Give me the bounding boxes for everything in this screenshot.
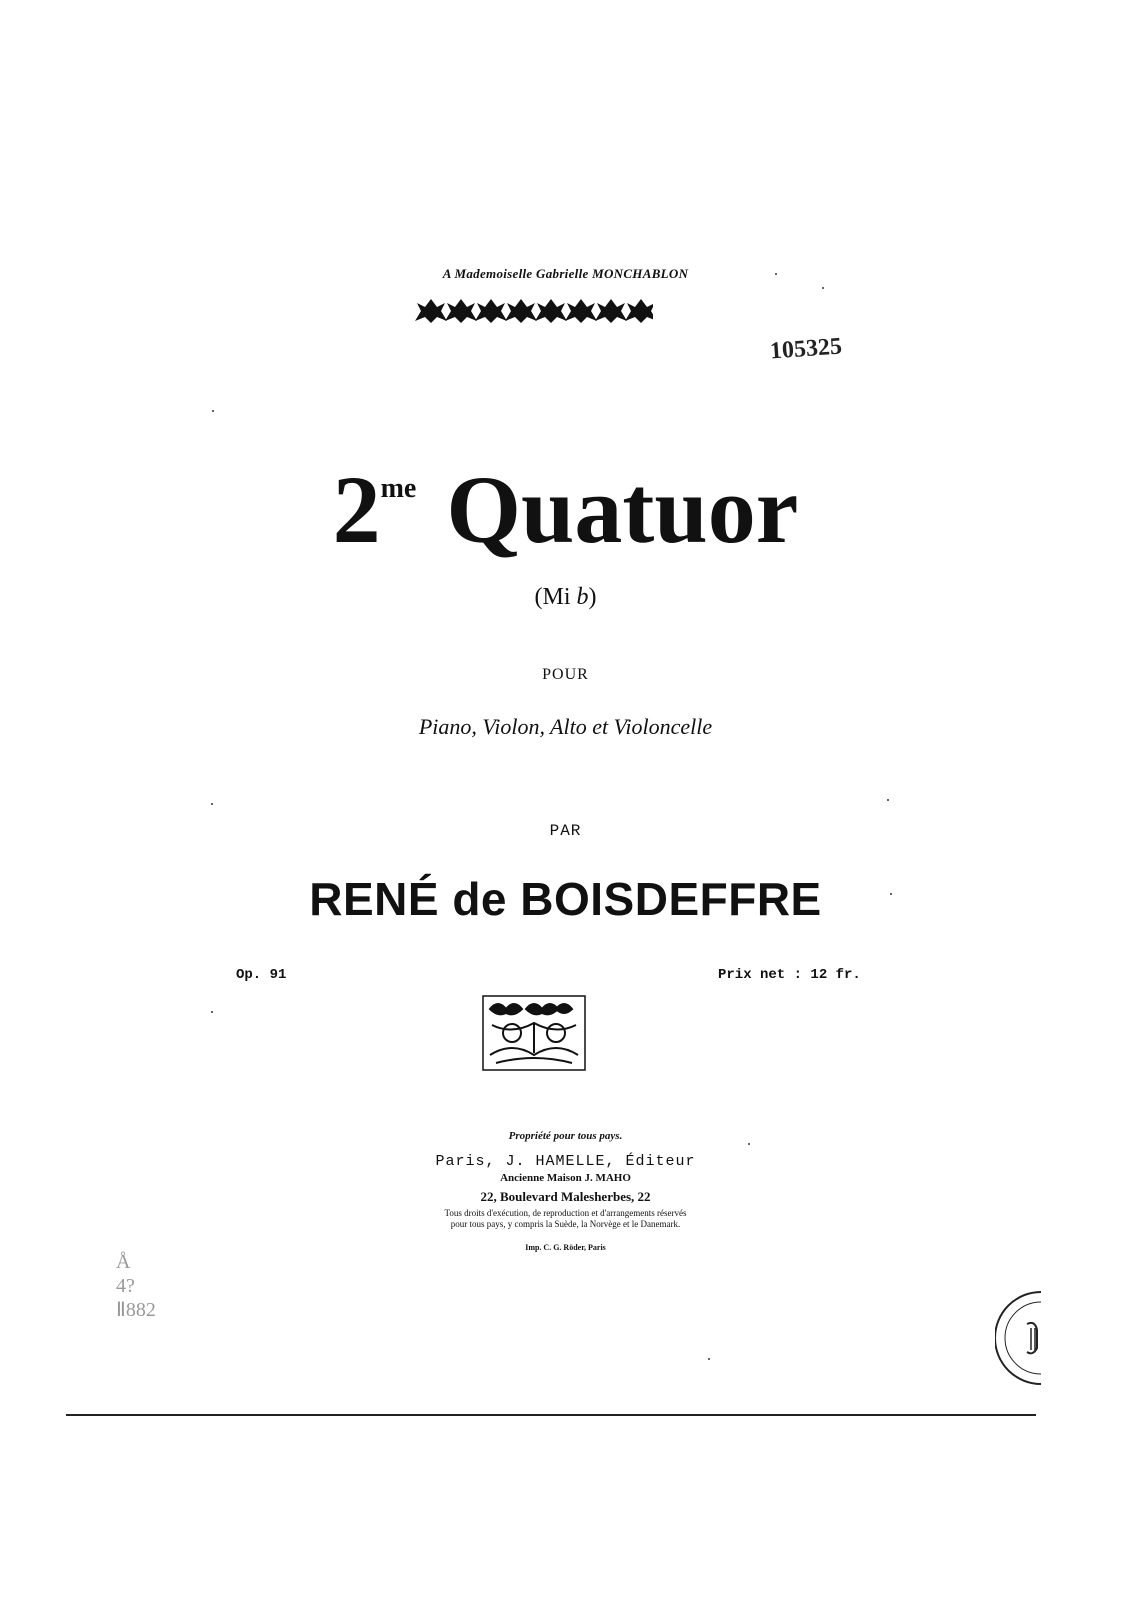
printer: Imp. C. G. Röder, Paris — [525, 1243, 606, 1252]
scan-speck — [748, 1143, 750, 1145]
scan-speck — [708, 1358, 710, 1360]
library-stamp — [995, 1288, 1041, 1388]
ornament-motif — [535, 299, 567, 323]
ornament-motif — [475, 299, 507, 323]
rights-notice — [0, 1208, 1131, 1230]
floral-vignette — [482, 995, 586, 1071]
title-word: Quatuor — [446, 456, 799, 563]
shelf-mark-line-1: Å — [116, 1251, 131, 1273]
rights-line-1: Tous droits d'exécution, de reproduction et d'arrangements réservés — [444, 1208, 687, 1218]
title-number: 2 — [332, 456, 381, 563]
key-prefix: (Mi — [534, 584, 577, 610]
scan-speck — [822, 287, 824, 289]
instruments: Piano, Violon, Alto et Violoncelle — [418, 714, 713, 739]
ornament-row — [413, 293, 653, 327]
ornament-motif — [505, 299, 537, 323]
publisher: Paris, J. HAMELLE, Éditeur — [435, 1153, 696, 1170]
dedication: A Mademoiselle Gabrielle MONCHABLON — [442, 266, 689, 281]
shelf-mark-line-3: Ⅱ882 — [116, 1299, 156, 1321]
composer-name: RENÉ de BOISDEFFRE — [309, 873, 822, 925]
scan-speck — [775, 273, 777, 275]
title-superscript: me — [380, 473, 417, 504]
inventory-number: 105325 — [769, 333, 843, 365]
par-label: PAR — [549, 822, 582, 840]
library-shelf-mark — [116, 1250, 156, 1322]
scan-speck — [211, 1011, 213, 1013]
key-suffix: ) — [588, 584, 597, 610]
key-signature — [0, 584, 1131, 611]
opus-number: Op. 91 — [236, 967, 287, 983]
rights-line-2: pour tous pays, y compris la Suède, la Norvège et le Danemark. — [450, 1219, 681, 1229]
scan-speck — [212, 410, 214, 412]
property-notice: Propriété pour tous pays. — [508, 1130, 623, 1142]
shelf-mark-line-2: 4? — [116, 1275, 135, 1297]
bottom-rule — [66, 1414, 1036, 1416]
title — [0, 456, 1131, 563]
scan-speck — [890, 893, 892, 895]
pour-label: POUR — [542, 666, 589, 683]
ornament-motif — [445, 299, 477, 323]
ornament-motif — [625, 299, 653, 323]
scan-speck — [887, 799, 889, 801]
ornament-motif — [565, 299, 597, 323]
publisher-address: 22, Boulevard Malesherbes, 22 — [480, 1189, 651, 1204]
ornament-motif — [415, 299, 447, 323]
ornament-motif — [595, 299, 627, 323]
price: Prix net : 12 fr. — [718, 967, 861, 983]
scan-speck — [211, 803, 213, 805]
former-house: Ancienne Maison J. MAHO — [500, 1172, 631, 1184]
key-flat: b — [576, 584, 589, 610]
